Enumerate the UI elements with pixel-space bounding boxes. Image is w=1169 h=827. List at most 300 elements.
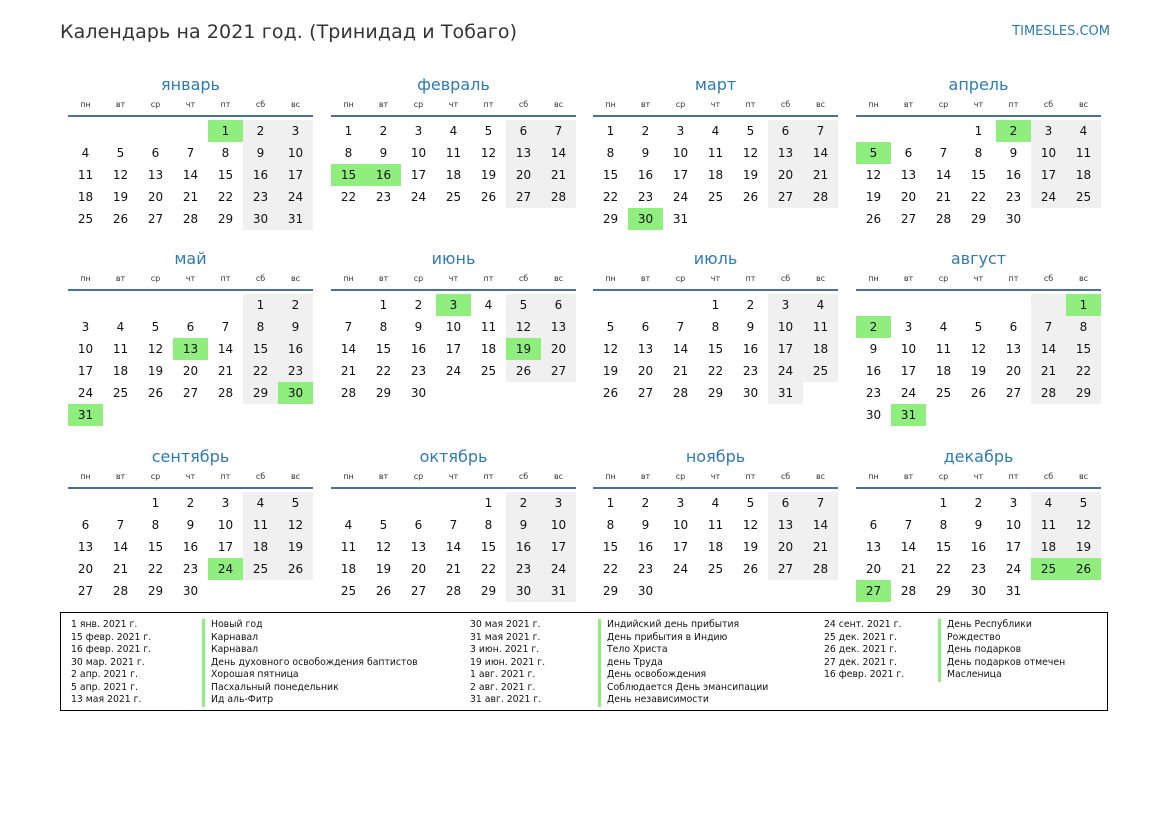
day-cell: 23	[970, 562, 987, 576]
day-cell: 4	[803, 294, 838, 316]
day-cell: 8	[151, 518, 160, 532]
day-cell: 26	[602, 386, 619, 400]
empty-cell	[803, 382, 838, 404]
day-cell: 11	[935, 342, 952, 356]
day-cell: 7	[116, 518, 125, 532]
weekday-header	[331, 99, 576, 117]
day-cell: 17	[672, 168, 689, 182]
empty-cell	[961, 294, 996, 316]
day-cell: 25	[707, 190, 724, 204]
legend-date: 26 дек. 2021 г.	[824, 644, 897, 655]
legend-holiday-name: День подарков отмечен	[938, 657, 1065, 670]
day-cell: 13	[541, 316, 576, 338]
day-cell: 21	[445, 562, 462, 576]
weekday-label: ср	[150, 472, 161, 481]
weekday-label: вс	[1078, 100, 1089, 109]
month-name: июль	[693, 249, 738, 268]
day-cell: 4	[939, 320, 948, 334]
weekday-label: пн	[868, 274, 879, 283]
day-cell: 13	[768, 514, 803, 536]
empty-cell	[891, 120, 926, 142]
day-cell: 12	[147, 342, 164, 356]
weekday-label: чт	[710, 472, 721, 481]
day-cell: 30	[182, 584, 199, 598]
weekday-label: вт	[903, 100, 914, 109]
day-cell: 19	[147, 364, 164, 378]
day-cell: 24	[410, 190, 427, 204]
empty-cell	[768, 580, 803, 602]
month-block	[856, 446, 1101, 602]
month-name: декабрь	[943, 447, 1014, 466]
weekday-label: вс	[1078, 274, 1089, 283]
day-cell: 4	[116, 320, 125, 334]
day-cell: 20	[182, 364, 199, 378]
day-cell: 25	[340, 584, 357, 598]
day-cell: 12	[506, 316, 541, 338]
day-cell: 31	[541, 580, 576, 602]
legend-names-col-2	[598, 619, 768, 707]
day-cell: 14	[672, 342, 689, 356]
legend-date: 30 мар. 2021 г.	[71, 656, 145, 668]
empty-cell	[856, 120, 891, 142]
weekday-header	[331, 471, 576, 489]
day-cell: 14	[445, 540, 462, 554]
day-cell: 23	[410, 364, 427, 378]
day-cell: 6	[81, 518, 90, 532]
day-cell: 4	[711, 124, 720, 138]
day-cell: 12	[1066, 514, 1101, 536]
day-cell: 6	[151, 146, 160, 160]
day-cell: 27	[541, 360, 576, 382]
holiday-day-cell: 5	[856, 142, 891, 164]
day-cell: 16	[506, 536, 541, 558]
day-cell: 3	[1009, 496, 1018, 510]
day-cell: 28	[803, 558, 838, 580]
weekday-label: пт	[1008, 100, 1019, 109]
month-name: апрель	[948, 75, 1009, 94]
day-cell: 19	[480, 168, 497, 182]
day-cell: 10	[900, 342, 917, 356]
day-cell: 17	[1031, 164, 1066, 186]
weekday-label: ср	[675, 274, 686, 283]
day-cell: 8	[606, 146, 615, 160]
holiday-day-cell: 2	[856, 316, 891, 338]
day-cell: 19	[865, 190, 882, 204]
day-cell: 15	[480, 540, 497, 554]
month-name: ноябрь	[685, 447, 746, 466]
day-cell: 18	[1031, 536, 1066, 558]
day-cell: 8	[711, 320, 720, 334]
day-cell: 21	[803, 536, 838, 558]
legend-holiday-name: Масленица	[938, 669, 1065, 682]
weekday-label: пт	[220, 472, 231, 481]
day-cell: 16	[182, 540, 199, 554]
empty-cell	[278, 580, 313, 602]
day-cell: 13	[147, 168, 164, 182]
day-cell: 17	[541, 536, 576, 558]
day-cell: 1	[484, 496, 493, 510]
day-cell: 8	[379, 320, 388, 334]
day-cell: 23	[742, 364, 759, 378]
empty-cell	[1066, 580, 1101, 602]
day-cell: 13	[900, 168, 917, 182]
legend-date: 31 авг. 2021 г.	[470, 694, 542, 705]
legend-dates-col-1	[71, 619, 151, 707]
day-cell: 26	[375, 584, 392, 598]
weekday-label: пт	[220, 100, 231, 109]
day-cell: 1	[711, 298, 720, 312]
empty-cell	[891, 294, 926, 316]
legend-date: 27 дек. 2021 г.	[824, 656, 897, 668]
weekday-label: пн	[343, 100, 354, 109]
day-cell: 20	[637, 364, 654, 378]
empty-cell	[366, 492, 401, 514]
day-cell: 7	[904, 518, 913, 532]
day-cell: 15	[602, 168, 619, 182]
empty-cell	[243, 404, 278, 426]
month-block	[856, 74, 1101, 230]
day-cell: 22	[375, 364, 392, 378]
day-cell: 2	[506, 492, 541, 514]
empty-cell	[103, 492, 138, 514]
day-cell: 17	[900, 364, 917, 378]
weekday-label: вт	[903, 472, 914, 481]
month-name: март	[694, 75, 737, 94]
day-cell: 3	[414, 124, 423, 138]
day-cell: 2	[278, 294, 313, 316]
day-cell: 6	[1009, 320, 1018, 334]
day-cell: 3	[676, 124, 685, 138]
empty-cell	[103, 120, 138, 142]
day-cell: 28	[803, 186, 838, 208]
month-block	[593, 74, 838, 230]
day-cell: 6	[768, 120, 803, 142]
day-cell: 5	[746, 496, 755, 510]
holiday-day-cell: 3	[436, 294, 471, 316]
day-cell: 27	[900, 212, 917, 226]
day-cell: 5	[974, 320, 983, 334]
weekday-label: чт	[448, 472, 459, 481]
day-cell: 20	[865, 562, 882, 576]
empty-cell	[173, 404, 208, 426]
day-cell: 28	[541, 186, 576, 208]
day-cell: 26	[506, 360, 541, 382]
day-cell: 30	[742, 386, 759, 400]
empty-cell	[173, 120, 208, 142]
day-cell: 17	[445, 342, 462, 356]
weekday-label: вс	[815, 472, 826, 481]
weekday-label: вт	[378, 100, 389, 109]
weekday-label: пт	[745, 472, 756, 481]
day-cell: 7	[186, 146, 195, 160]
weekday-header	[68, 471, 313, 489]
empty-cell	[1066, 404, 1101, 426]
day-cell: 9	[1009, 146, 1018, 160]
legend-holiday-name: День Республики	[938, 619, 1065, 632]
day-cell: 12	[970, 342, 987, 356]
weekday-label: пн	[80, 472, 91, 481]
day-cell: 27	[506, 186, 541, 208]
day-cell: 8	[221, 146, 230, 160]
empty-cell	[1031, 208, 1066, 230]
day-cell: 30	[970, 584, 987, 598]
holiday-day-cell: 15	[331, 164, 366, 186]
day-cell: 11	[112, 342, 129, 356]
day-cell: 4	[711, 496, 720, 510]
empty-cell	[401, 492, 436, 514]
day-cell: 15	[375, 342, 392, 356]
day-cell: 19	[602, 364, 619, 378]
day-cell: 28	[1031, 382, 1066, 404]
day-cell: 9	[186, 518, 195, 532]
weekday-label: сб	[518, 274, 529, 283]
day-cell: 25	[445, 190, 462, 204]
day-cell: 17	[672, 540, 689, 554]
weekday-label: вт	[115, 274, 126, 283]
day-cell: 14	[217, 342, 234, 356]
day-cell: 9	[641, 518, 650, 532]
day-cell: 20	[1005, 364, 1022, 378]
day-cell: 10	[1031, 142, 1066, 164]
legend-date: 16 февр. 2021 г.	[824, 669, 905, 680]
day-cell: 5	[116, 146, 125, 160]
site-link[interactable]: TIMESLES.COM	[1012, 24, 1110, 39]
day-cell: 4	[243, 492, 278, 514]
empty-cell	[138, 294, 173, 316]
day-cell: 15	[147, 540, 164, 554]
day-cell: 30	[410, 386, 427, 400]
empty-cell	[436, 382, 471, 404]
weekday-label: пт	[220, 274, 231, 283]
legend-date: 1 янв. 2021 г.	[71, 619, 138, 630]
weekday-label: вс	[290, 100, 301, 109]
day-cell: 1	[379, 298, 388, 312]
day-cell: 24	[900, 386, 917, 400]
day-cell: 7	[676, 320, 685, 334]
holiday-day-cell: 19	[506, 338, 541, 360]
empty-cell	[541, 382, 576, 404]
weekday-label: сб	[255, 100, 266, 109]
weekday-label: ср	[150, 274, 161, 283]
day-cell: 31	[1005, 584, 1022, 598]
day-cell: 10	[672, 518, 689, 532]
empty-cell	[103, 294, 138, 316]
day-cell: 22	[217, 190, 234, 204]
day-cell: 16	[1005, 168, 1022, 182]
day-cell: 9	[243, 142, 278, 164]
day-cell: 21	[541, 164, 576, 186]
empty-cell	[1066, 208, 1101, 230]
day-cell: 1	[344, 124, 353, 138]
day-cell: 11	[340, 540, 357, 554]
day-cell: 23	[278, 360, 313, 382]
day-cell: 25	[112, 386, 129, 400]
day-cell: 16	[865, 364, 882, 378]
day-cell: 28	[935, 212, 952, 226]
day-cell: 8	[344, 146, 353, 160]
day-cell: 20	[768, 536, 803, 558]
day-cell: 11	[803, 316, 838, 338]
day-grid	[331, 294, 576, 404]
empty-cell	[698, 580, 733, 602]
weekday-label: вс	[815, 274, 826, 283]
holiday-day-cell: 26	[1066, 558, 1101, 580]
weekday-header	[68, 273, 313, 291]
day-cell: 15	[970, 168, 987, 182]
legend-date: 2 авг. 2021 г.	[470, 681, 536, 693]
day-cell: 17	[410, 168, 427, 182]
day-cell: 29	[1066, 382, 1101, 404]
day-cell: 31	[672, 212, 689, 226]
legend-date: 30 мая 2021 г.	[470, 619, 541, 630]
day-cell: 7	[803, 120, 838, 142]
day-cell: 2	[641, 124, 650, 138]
empty-cell	[663, 294, 698, 316]
holiday-day-cell: 27	[856, 580, 891, 602]
legend-date: 24 сент. 2021 г.	[824, 619, 902, 630]
day-grid	[856, 120, 1101, 230]
day-cell: 1	[151, 496, 160, 510]
day-cell: 14	[182, 168, 199, 182]
legend-holiday-name: День освобождения	[598, 669, 768, 682]
month-block	[68, 446, 313, 602]
weekday-label: вс	[815, 100, 826, 109]
day-cell: 20	[768, 164, 803, 186]
day-cell: 11	[243, 514, 278, 536]
empty-cell	[926, 404, 961, 426]
day-cell: 14	[935, 168, 952, 182]
day-cell: 27	[182, 386, 199, 400]
weekday-label: сб	[780, 274, 791, 283]
day-cell: 20	[506, 164, 541, 186]
weekday-label: ср	[413, 472, 424, 481]
weekday-label: сб	[1043, 100, 1054, 109]
month-block	[593, 446, 838, 602]
day-cell: 9	[974, 518, 983, 532]
day-cell: 2	[379, 124, 388, 138]
holiday-day-cell: 31	[891, 404, 926, 426]
empty-cell	[1031, 580, 1066, 602]
month-name: сентябрь	[151, 447, 230, 466]
empty-cell	[436, 492, 471, 514]
day-cell: 10	[672, 146, 689, 160]
weekday-label: сб	[518, 100, 529, 109]
day-cell: 19	[278, 536, 313, 558]
day-cell: 22	[147, 562, 164, 576]
empty-cell	[926, 120, 961, 142]
day-cell: 24	[541, 558, 576, 580]
day-cell: 16	[243, 164, 278, 186]
day-cell: 18	[935, 364, 952, 378]
empty-cell	[103, 404, 138, 426]
day-cell: 10	[217, 518, 234, 532]
day-cell: 1	[974, 124, 983, 138]
holiday-day-cell: 16	[366, 164, 401, 186]
legend-names-col-3	[938, 619, 1065, 682]
day-cell: 4	[1066, 120, 1101, 142]
day-cell: 17	[217, 540, 234, 554]
weekday-label: пн	[343, 274, 354, 283]
day-cell: 11	[707, 518, 724, 532]
day-cell: 16	[970, 540, 987, 554]
day-cell: 3	[768, 294, 803, 316]
day-cell: 17	[77, 364, 94, 378]
day-cell: 9	[379, 146, 388, 160]
month-name: август	[950, 249, 1007, 268]
day-cell: 16	[637, 540, 654, 554]
day-cell: 5	[746, 124, 755, 138]
day-cell: 18	[480, 342, 497, 356]
day-cell: 15	[243, 338, 278, 360]
day-cell: 26	[865, 212, 882, 226]
day-cell: 22	[602, 562, 619, 576]
day-cell: 26	[112, 212, 129, 226]
day-cell: 3	[541, 492, 576, 514]
empty-cell	[278, 404, 313, 426]
day-cell: 19	[970, 364, 987, 378]
day-cell: 22	[1066, 360, 1101, 382]
month-block	[331, 248, 576, 404]
legend-holiday-name: день Труда	[598, 657, 768, 670]
empty-cell	[733, 208, 768, 230]
day-cell: 3	[278, 120, 313, 142]
day-cell: 2	[974, 496, 983, 510]
month-block	[593, 248, 838, 404]
weekday-label: пт	[745, 100, 756, 109]
day-cell: 15	[935, 540, 952, 554]
weekday-header	[593, 99, 838, 117]
day-cell: 27	[768, 558, 803, 580]
day-cell: 3	[81, 320, 90, 334]
holiday-day-cell: 2	[996, 120, 1031, 142]
legend-holiday-name: Хорошая пятница	[202, 669, 418, 682]
day-cell: 22	[970, 190, 987, 204]
weekday-header	[856, 99, 1101, 117]
day-cell: 6	[768, 492, 803, 514]
day-cell: 28	[445, 584, 462, 598]
day-cell: 29	[602, 584, 619, 598]
day-cell: 19	[1066, 536, 1101, 558]
day-cell: 21	[935, 190, 952, 204]
day-cell: 31	[278, 208, 313, 230]
legend-holiday-name: Рождество	[938, 632, 1065, 645]
day-cell: 14	[340, 342, 357, 356]
day-cell: 21	[182, 190, 199, 204]
day-cell: 8	[243, 316, 278, 338]
empty-cell	[803, 580, 838, 602]
weekday-label: пн	[343, 472, 354, 481]
day-grid	[856, 492, 1101, 602]
empty-cell	[996, 294, 1031, 316]
legend-holiday-name: Новый год	[202, 619, 418, 632]
weekday-label: вт	[115, 100, 126, 109]
empty-cell	[331, 294, 366, 316]
legend-holiday-name: Карнавал	[202, 644, 418, 657]
weekday-label: пт	[483, 472, 494, 481]
month-name: октябрь	[419, 447, 488, 466]
day-cell: 6	[186, 320, 195, 334]
weekday-label: сб	[255, 472, 266, 481]
legend-date: 31 мая 2021 г.	[470, 631, 541, 643]
day-cell: 7	[449, 518, 458, 532]
day-cell: 11	[77, 168, 94, 182]
holiday-day-cell: 13	[173, 338, 208, 360]
legend-date: 3 июн. 2021 г.	[470, 644, 540, 655]
day-cell: 22	[935, 562, 952, 576]
day-cell: 23	[182, 562, 199, 576]
day-grid	[593, 294, 838, 404]
weekday-label: чт	[448, 100, 459, 109]
